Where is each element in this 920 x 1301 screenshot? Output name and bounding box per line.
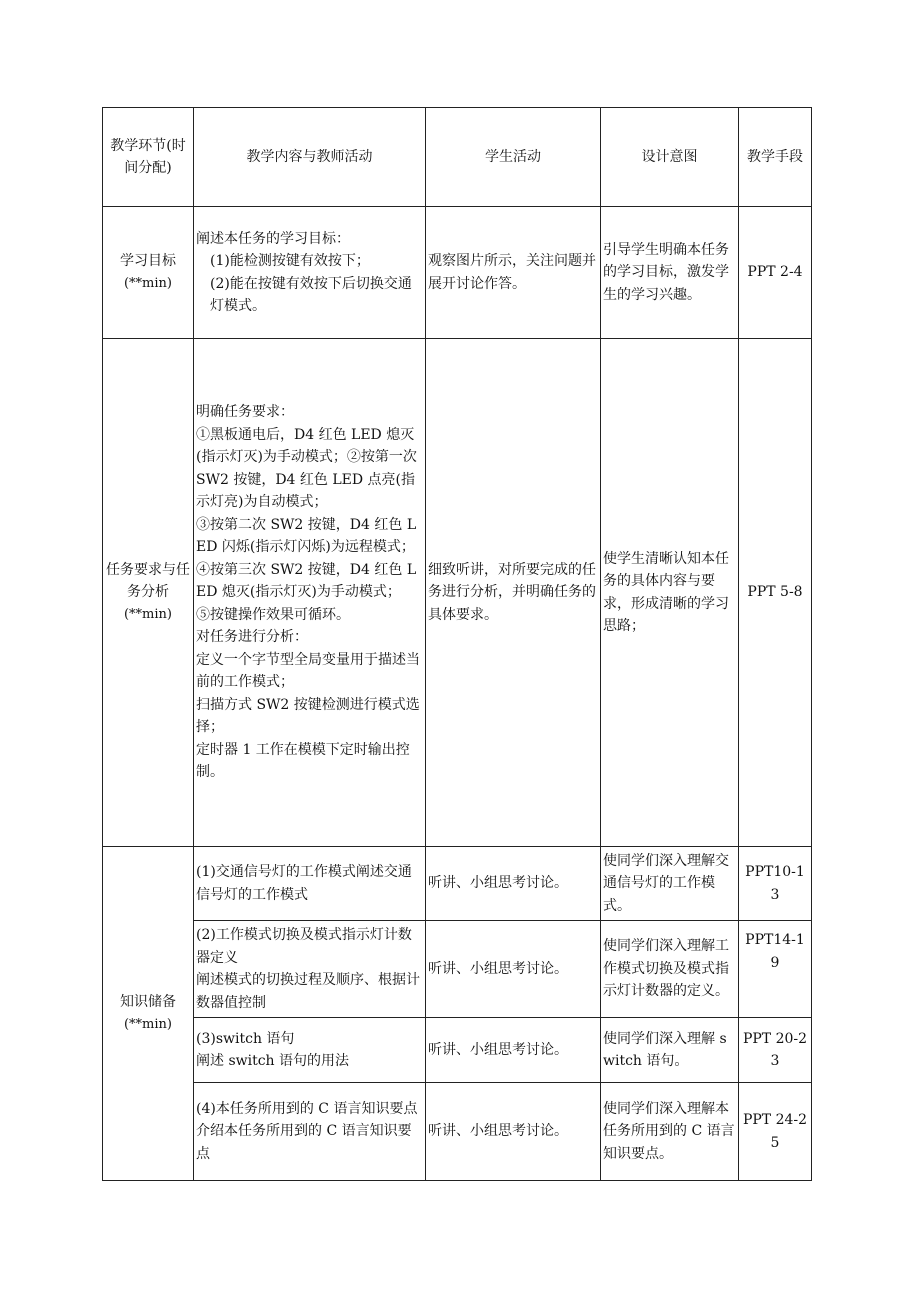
intent-cell: 使同学们深入理解交通信号灯的工作模式。 bbox=[601, 847, 739, 921]
table-row-goal bbox=[103, 207, 812, 339]
stage-time: (**min) bbox=[123, 275, 172, 291]
intent-cell: 使同学们深入理解本任务所用到的 C 语言知识要点。 bbox=[601, 1083, 739, 1181]
student-cell: 听讲、小组思考讨论。 bbox=[426, 1018, 601, 1083]
stage-cell bbox=[103, 339, 194, 847]
content-cell: (1)交通信号灯的工作模式阐述交通信号灯的工作模式 bbox=[194, 847, 426, 921]
content-line: 阐述本任务的学习目标： bbox=[196, 230, 350, 247]
content-line: ①黑板通电后，D4 红色 LED 熄灭(指示灯灭)为手动模式；②按第一次 SW2 按键，D4 红色 LED 点亮(指示灯亮)为自动模式； bbox=[196, 426, 417, 511]
content-line: ③按第二次 SW2 按键，D4 红色 LED 闪烁(指示灯闪烁)为远程模式； bbox=[196, 516, 417, 556]
means-cell: PPT 20-23 bbox=[739, 1018, 812, 1083]
stage-time: (**min) bbox=[123, 606, 172, 622]
header-student: 学生活动 bbox=[426, 108, 601, 207]
means-cell: PPT 5-8 bbox=[739, 339, 812, 847]
table-row-knowledge-3 bbox=[103, 1018, 812, 1083]
header-row bbox=[103, 108, 812, 207]
content-line: 扫描方式 SW2 按键检测进行模式选择； bbox=[196, 696, 420, 736]
stage-cell bbox=[103, 207, 194, 339]
content-cell bbox=[194, 921, 426, 1018]
lesson-plan-table bbox=[102, 107, 812, 1181]
content-line: 介绍本任务所用到的 C 语言知识要点 bbox=[196, 1123, 412, 1162]
header-content: 教学内容与教师活动 bbox=[194, 108, 426, 207]
content-line: (2)工作模式切换及模式指示灯计数器定义 bbox=[196, 927, 412, 966]
content-line: (2)能在按键有效按下后切换交通灯模式。 bbox=[210, 275, 412, 314]
content-cell bbox=[194, 1018, 426, 1083]
table-row-knowledge-2 bbox=[103, 921, 812, 1018]
stage-time: (**min) bbox=[123, 1016, 172, 1032]
content-line: 阐述模式的切换过程及顺序、根据计数器值控制 bbox=[196, 972, 420, 1011]
means-cell: PPT 24-25 bbox=[739, 1083, 812, 1181]
stage-label: 任务要求与任务分析 bbox=[106, 561, 190, 601]
content-line: (1)能检测按键有效按下； bbox=[210, 253, 370, 269]
content-line: 对任务进行分析： bbox=[196, 629, 308, 646]
intent-cell: 使同学们深入理解 switch 语句。 bbox=[601, 1018, 739, 1083]
student-cell: 听讲、小组思考讨论。 bbox=[426, 921, 601, 1018]
header-intent: 设计意图 bbox=[601, 108, 739, 207]
content-line: 明确任务要求： bbox=[196, 404, 294, 421]
header-stage: 教学环节(时间分配) bbox=[103, 108, 194, 207]
stage-label: 知识储备 bbox=[120, 994, 176, 1010]
content-line: ④按第三次 SW2 按键，D4 红色 LED 熄灭(指示灯灭)为手动模式； bbox=[196, 561, 417, 601]
table-row-knowledge-1 bbox=[103, 847, 812, 921]
means-cell: PPT10-13 bbox=[739, 847, 812, 921]
student-cell: 观察图片所示，关注问题并展开讨论作答。 bbox=[426, 207, 601, 339]
header-means: 教学手段 bbox=[739, 108, 812, 207]
content-line: ⑤按键操作效果可循环。 bbox=[196, 606, 350, 623]
content-line: (3)switch 语句 bbox=[196, 1030, 295, 1047]
stage-label: 学习目标 bbox=[120, 253, 176, 269]
means-cell: PPT 2-4 bbox=[739, 207, 812, 339]
intent-cell: 引导学生明确本任务的学习目标，激发学生的学习兴趣。 bbox=[601, 207, 739, 339]
stage-cell bbox=[103, 847, 194, 1181]
content-cell bbox=[194, 207, 426, 339]
intent-cell: 使学生清晰认知本任务的具体内容与要求，形成清晰的学习思路； bbox=[601, 339, 739, 847]
content-line: (4)本任务所用到的 C 语言知识要点 bbox=[196, 1100, 418, 1117]
content-cell bbox=[194, 1083, 426, 1181]
student-cell: 听讲、小组思考讨论。 bbox=[426, 1083, 601, 1181]
content-line: 阐述 switch 语句的用法 bbox=[196, 1053, 350, 1069]
student-cell: 听讲、小组思考讨论。 bbox=[426, 847, 601, 921]
student-cell: 细致听讲，对所要完成的任务进行分析，并明确任务的具体要求。 bbox=[426, 339, 601, 847]
content-line: 定义一个字节型全局变量用于描述当前的工作模式； bbox=[196, 651, 420, 691]
means-cell: PPT14-19 bbox=[739, 921, 812, 1018]
table-row-knowledge-4 bbox=[103, 1083, 812, 1181]
content-line: 定时器 1 工作在模模下定时输出控制。 bbox=[196, 741, 410, 781]
content-cell bbox=[194, 339, 426, 847]
intent-cell: 使同学们深入理解工作模式切换及模式指示灯计数器的定义。 bbox=[601, 921, 739, 1018]
table-row-task bbox=[103, 339, 812, 847]
